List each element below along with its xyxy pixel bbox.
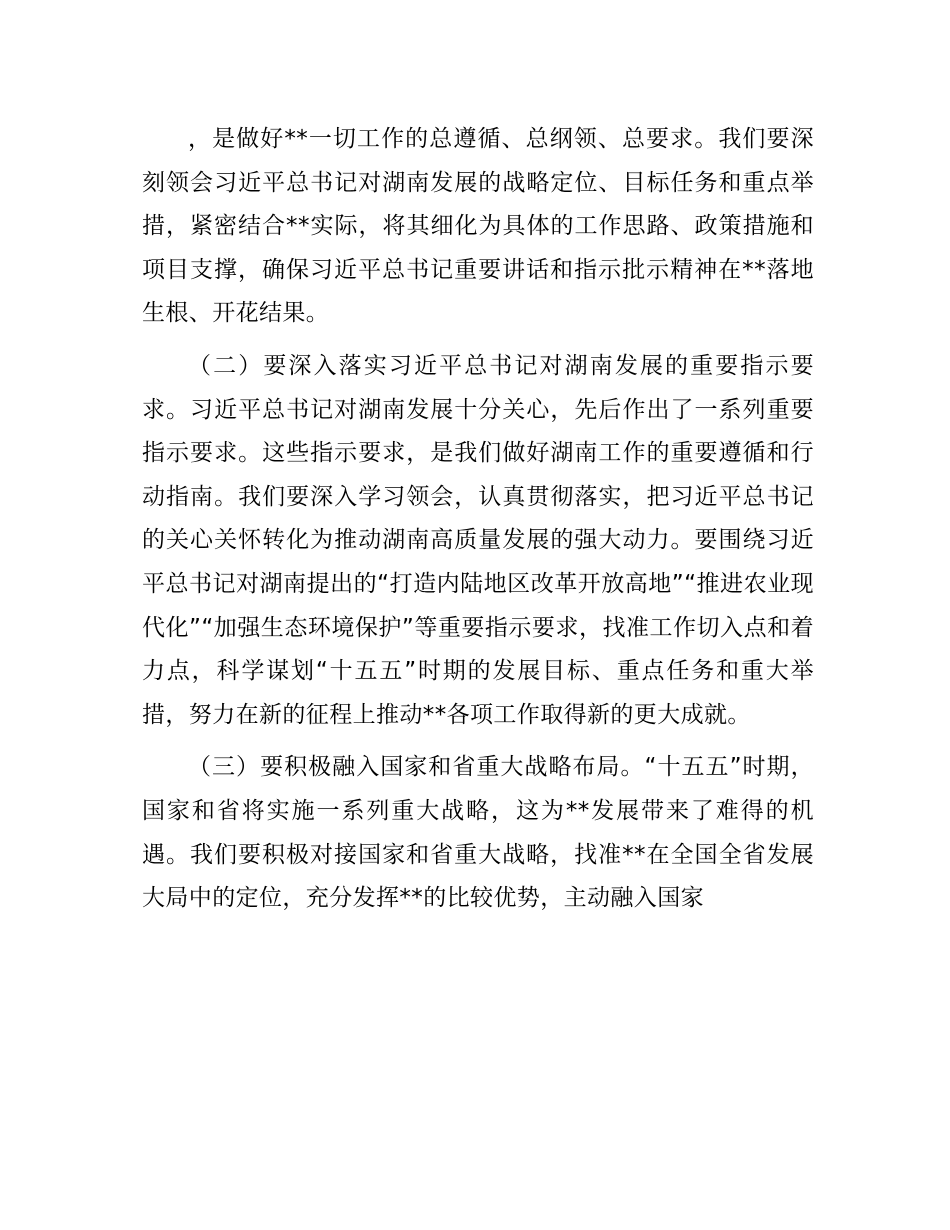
paragraph-continuation: ，是做好**一切工作的总遵循、总纲领、总要求。我们要深刻领会习近平总书记对湖南发展的战略定位、目标任务和重点举措，紧密结合**实际，将其细化为具体的工作思路、政策措施和项目支撑，确保习近平总书记重要讲话和指示批示精神在**落地生根、开花结果。 [142, 126, 814, 327]
paragraph-section-three: （三）要积极融入国家和省重大战略布局。“十五五”时期，国家和省将实施一系列重大战略，这为**发展带来了难得的机遇。我们要积极对接国家和省重大战略，找准**在全国全省发展大局中的定位，充分发挥**的比较优势，主动融入国家 [142, 754, 814, 912]
document-page [142, 118, 814, 930]
paragraph-section-two: （二）要深入落实习近平总书记对湖南发展的重要指示要求。习近平总书记对湖南发展十分关心，先后作出了一系列重要指示要求。这些指示要求，是我们做好湖南工作的重要遵循和行动指南。我们要深入学习领会，认真贯彻落实，把习近平总书记的关心关怀转化为推动湖南高质量发展的强大动力。要围绕习近平总书记对湖南提出的“打造内陆地区改革开放高地”“推进农业现代化”“加强生态环境保护”等重要指示要求，找准工作切入点和着力点，科学谋划“十五五”时期的发展目标、重点任务和重大举措，努力在新的征程上推动**各项工作取得新的更大成就。 [142, 352, 814, 728]
